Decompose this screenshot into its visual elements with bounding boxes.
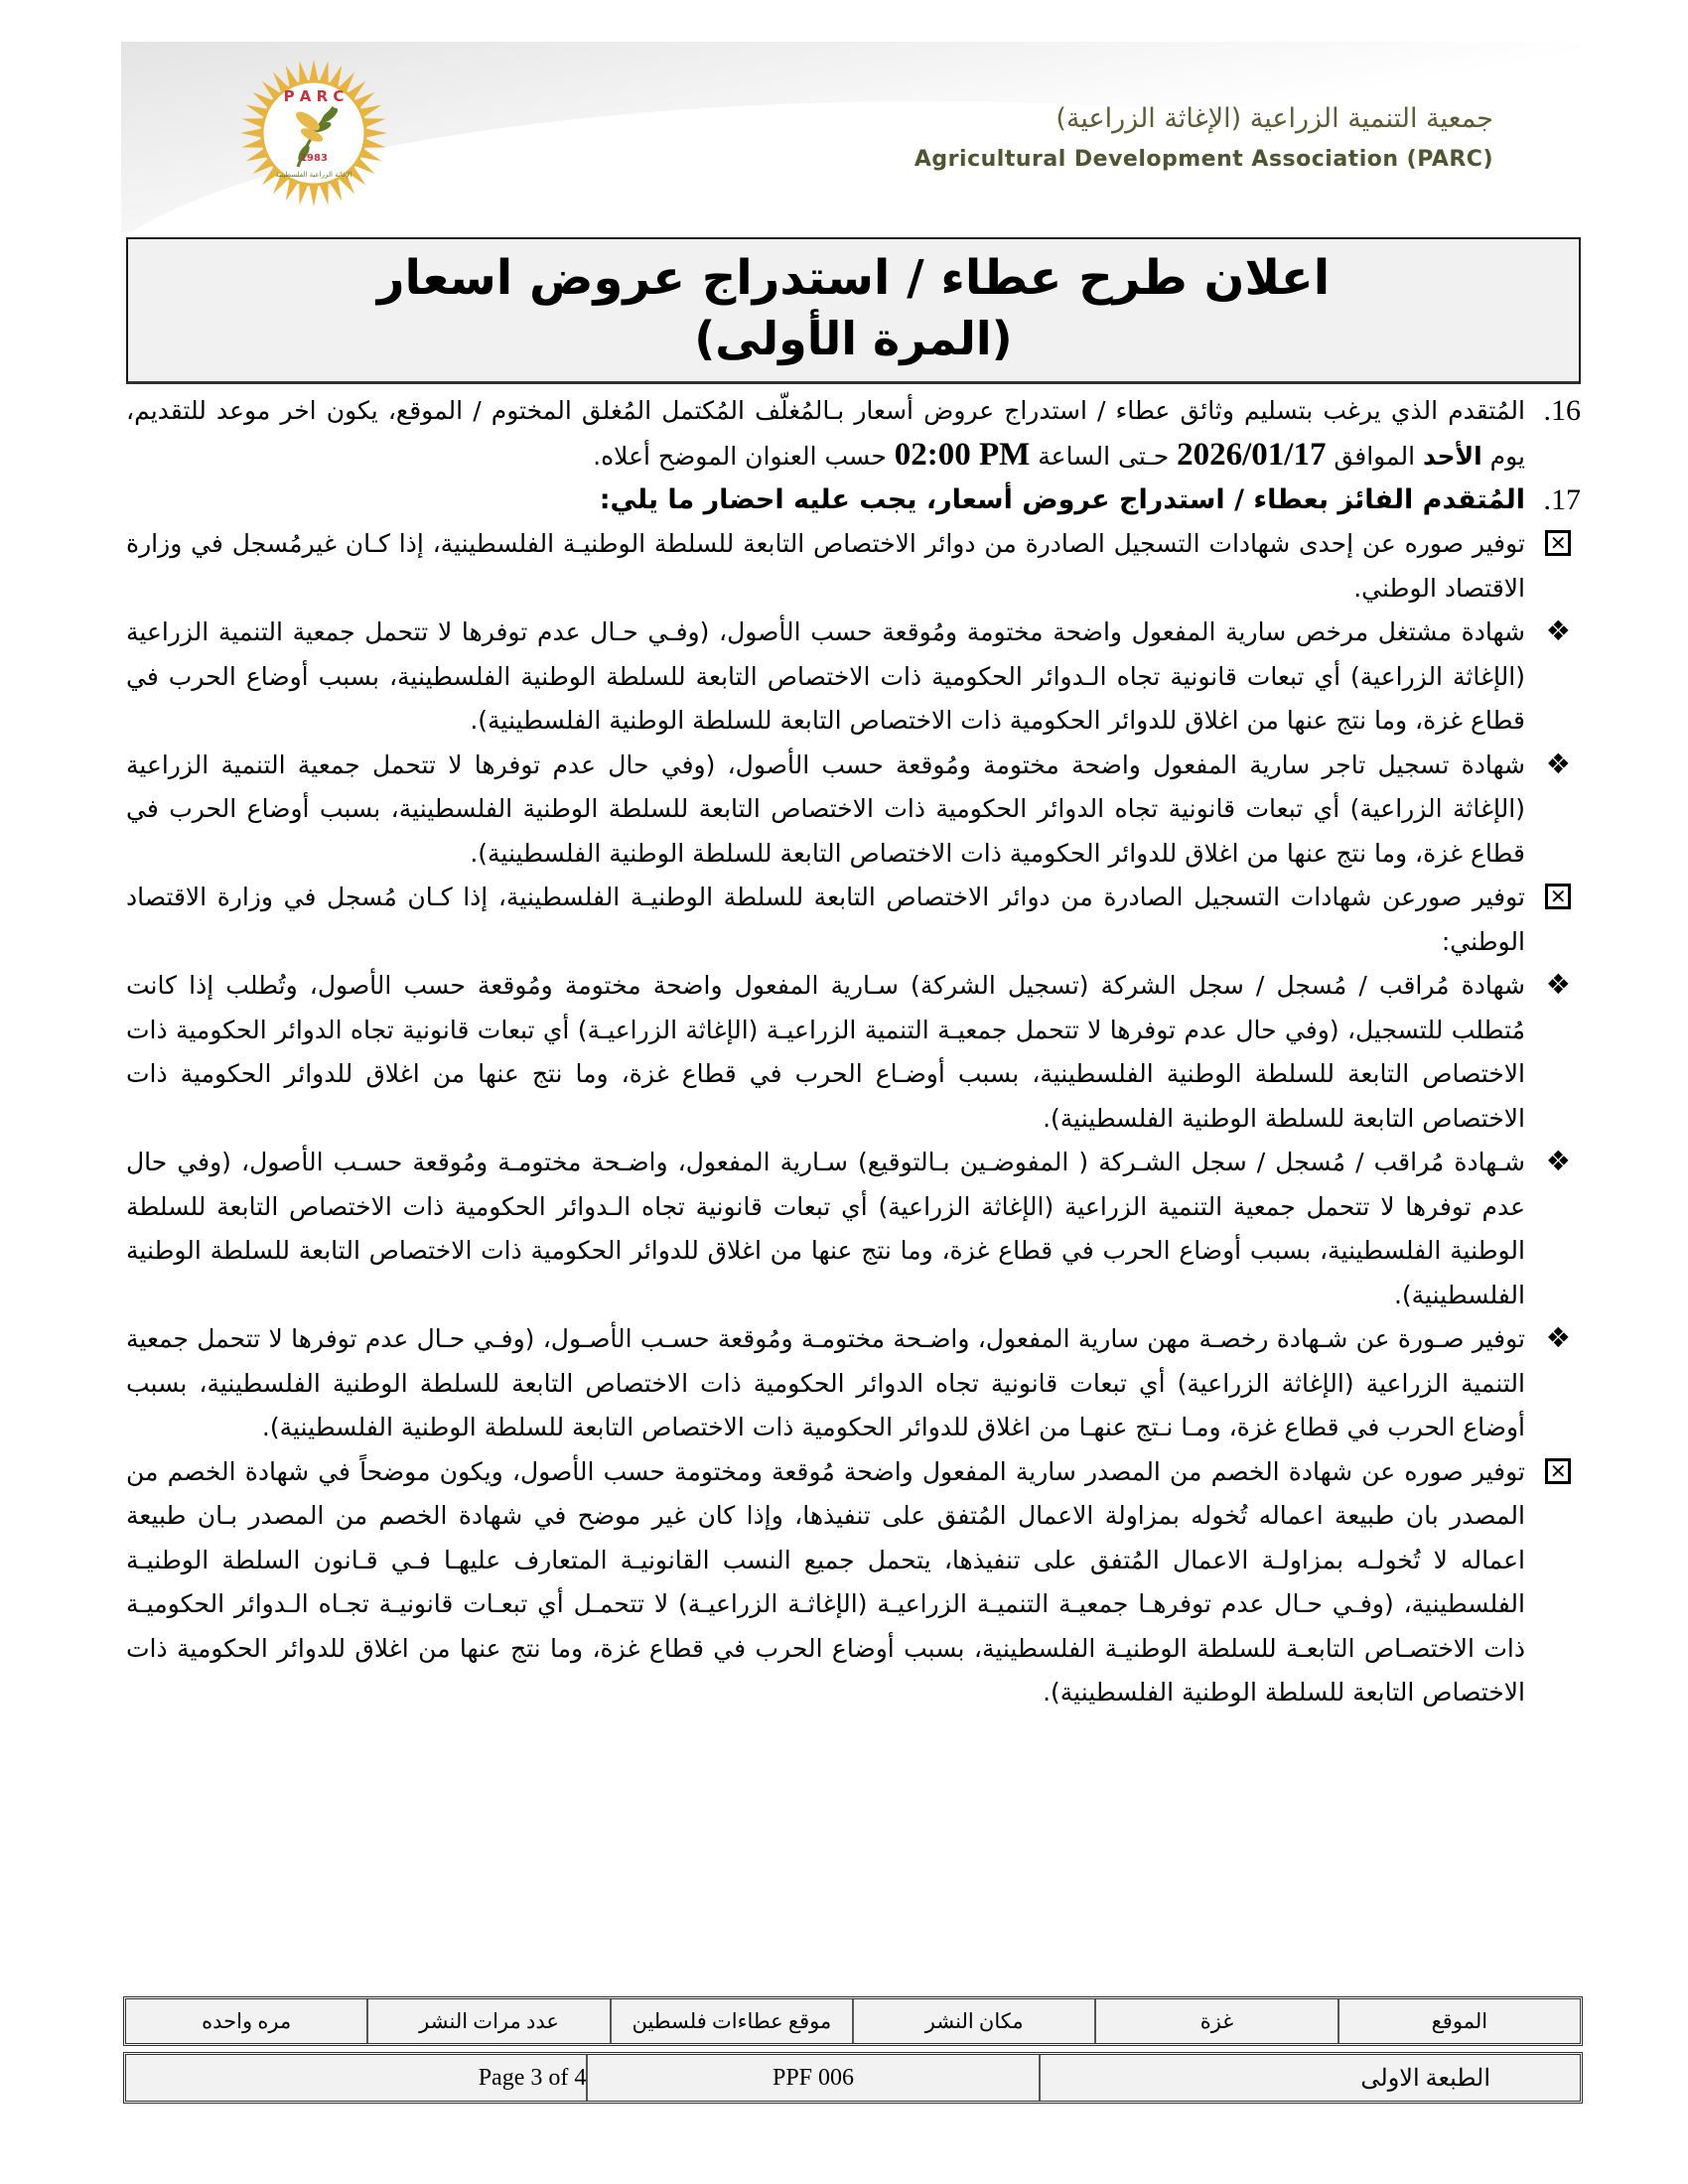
footer-cell: غزة [1094, 1999, 1336, 2043]
sun-ray [241, 139, 264, 148]
requirements-list [126, 522, 1581, 1715]
footer-cell: مكان النشر [852, 1999, 1094, 2043]
sun-ray [299, 61, 308, 83]
sun-ray [240, 128, 262, 137]
publication-info-table [123, 1996, 1583, 2046]
checkbox-x-icon: ✕ [1545, 884, 1571, 909]
sun-ray [363, 139, 386, 148]
item-number: 17. [1543, 483, 1581, 516]
footer-cell: مره واحده [202, 2008, 292, 2033]
footer-cell: الموقع [1337, 1999, 1580, 2043]
requirement-text: توفير صوره عن شهادة الخصم من المصدر سارية المفعول واضحة مُوقعة ومختومة حسب الأصول، ويكون موضحاً في شهادة الخصم من المصدر بان طبيعة اعماله تُخوله بمزاولة الاعمال المُتفق على تنفيذها، وإذا كان غير موضح في شهادة الخصم من المصدر بـان طبيعة اعماله لا تُخولـه بمزاولـة الاعمال المُتفق على تنفيذها، يتحمل جميع النسب القانونيـة المتعارف عليهـا فـي قـانون السلطة الوطنيـة الفلسطينية، (وفـي حـال عدم توفرهـا جمعيـة التنميـة الزراعيـة (الإغاثـة الزراعيـة) لا تتحمـل أي تبعـات قانونيـة تجـاه الـدوائر الحكوميـة ذات الاختصـاص التابعـة للسلطة الوطنيـة الفلسطينية، بسبب أوضاع الحرب في قطاع غزة، وما نتج عنها من اغلاق للدوائر الحكومية ذات الاختصاص التابعة للسلطة الوطنية الفلسطينية). [126, 1456, 1525, 1706]
requirement-text: توفير صورعن شهادات التسجيل الصادرة من دوائر الاختصاص التابعة للسلطة الوطنيـة الفلسطينية، إذا كـان مُسجل في وزارة الاقتصاد الوطني: [126, 883, 1525, 956]
page-info-table [123, 2052, 1583, 2104]
requirement-item [126, 876, 1581, 964]
sun-ray [320, 183, 329, 205]
announcement-title: اعلان طرح عطاء / استدراج عروض اسعار [376, 250, 1331, 306]
diamond-bullet-icon: ❖ [1545, 747, 1571, 780]
requirement-text: شهادة تسجيل تاجر سارية المفعول واضحة مختومة ومُوقعة حسب الأصول، (وفي حال عدم توفرها لا تتحمل جمعية التنمية الزراعية (الإغاثة الزراعية) أي تبعات قانونية تجاه الدوائر الحكومية ذات الاختصاص التابعة للسلطة الوطنية الفلسطينية، بسبب أوضاع الحرب في قطاع غزة، وما نتج عنها من اغلاق للدوائر الحكومية ذات الاختصاص التابعة للسلطة الوطنية الفلسطينية). [126, 750, 1525, 868]
announcement-subtitle: (المرة الأولى) [694, 312, 1013, 365]
page-number: Page 3 of 4 [478, 2064, 587, 2091]
parc-logo-icon [238, 58, 389, 208]
sun-ray [299, 183, 308, 205]
diamond-bullet-icon: ❖ [1545, 1145, 1571, 1177]
diamond-bullet-icon: ❖ [1545, 968, 1571, 1001]
requirement-item [126, 522, 1581, 611]
org-name-arabic: جمعية التنمية الزراعية (الإغاثة الزراعية) [1055, 103, 1493, 134]
sun-ray [363, 118, 386, 127]
org-name-english: Agricultural Development Association (PARC) [914, 147, 1493, 172]
logo-parc-text: P A R C [283, 87, 345, 105]
requirement-item [126, 1450, 1581, 1715]
requirement-text: توفير صـورة عن شـهادة رخصـة مهن سارية المفعول، واضـحة مختومـة ومُوقعة حسـب الأصـول، (وفـي حـال عدم توفرها لا تتحمل جمعية التنمية الزراعية (الإغاثة الزراعية) أي تبعات قانونية تجاه الدوائر الحكومية ذات الاختصاص التابعة للسلطة الوطنية الفلسطينية، بسبب أوضاع الحرب في قطاع غزة، ومـا نـتج عنهـا من اغلاق للدوائر الحكومية ذات الاختصاص التابعة للسلطة الوطنية الفلسطينية). [126, 1324, 1525, 1441]
requirement-item [126, 1317, 1581, 1450]
requirement-text: توفير صوره عن إحدى شهادات التسجيل الصادرة من دوائر الاختصاص التابعة للسلطة الوطنيـة الفلسطينية، إذا كـان غيرمُسجل في وزارة الاقتصاد الوطني. [126, 529, 1525, 603]
edition-label: الطبعة الاولى [1039, 2055, 1580, 2101]
numbered-item-17: 17. المُتقدم الفائز بعطاء / استدراج عروض أسعار، يجب عليه احضار ما يلي: [126, 478, 1581, 522]
form-code: PPF 006 [586, 2055, 1038, 2101]
document-body [126, 389, 1581, 1715]
diamond-bullet-icon: ❖ [1545, 614, 1571, 647]
deadline-date: 2026/01/17 [1177, 437, 1327, 473]
requirement-item [126, 1141, 1581, 1317]
requirement-text: شهادة مُراقب / مُسجل / سجل الشركة (تسجيل الشركة) سـارية المفعول واضحة مختومة ومُوقعة حسب الأصول، وتُطلب إذا كانت مُتطلب للتسجيل، (وفي حال عدم توفرها لا تتحمل جمعيـة التنمية الزراعيـة (الإغاثة الزراعيـة) أي تبعات قانونية تجاه الدوائر الحكومية ذات الاختصاص التابعة للسلطة الوطنية الفلسطينية، بسبب أوضـاع الحرب في قطاع غزة، وما نتج عنها من اغلاق للدوائر الحكومية ذات الاختصاص التابعة للسلطة الوطنية الفلسطينية). [126, 971, 1525, 1133]
announcement-title-box [126, 237, 1581, 384]
checkbox-x-icon: ✕ [1545, 530, 1571, 556]
sun-ray [365, 128, 387, 137]
logo-ring-text: الإغاثة الزراعية الفلسطينية [275, 171, 352, 179]
footer-cell: موقع عطاءات فلسطين [610, 1999, 852, 2043]
sun-ray [309, 185, 318, 206]
checkbox-x-icon: ✕ [1545, 1458, 1571, 1484]
sun-ray [320, 61, 329, 83]
letterhead [121, 42, 1581, 232]
requirement-item [126, 744, 1581, 877]
requirement-text: شـهادة مُراقب / مُسجل / سجل الشـركة ( المفوضـين بـالتوقيع) سـارية المفعول، واضـحة مختومـة ومُوقعة حسـب الأصول، (وفي حال عدم توفرها لا تتحمل جمعية التنمية الزراعية (الإغاثة الزراعية) أي تبعات قانونية تجاه الـدوائر الحكومية ذات الاختصاص التابعة للسلطة الوطنية الفلسطينية، بسبب أوضاع الحرب في قطاع غزة، وما نتج عنها من اغلاق للدوائر الحكومية ذات الاختصاص التابعة للسلطة الوطنية الفلسطينية). [126, 1148, 1525, 1309]
requirement-text: شهادة مشتغل مرخص سارية المفعول واضحة مختومة ومُوقعة حسب الأصول، (وفـي حـال عدم توفرها لا تتحمل جمعية التنمية الزراعية (الإغاثة الزراعية) أي تبعات قانونية تجاه الـدوائر الحكومية ذات الاختصاص التابعة للسلطة الوطنية الفلسطينية، بسبب أوضاع الحرب في قطاع غزة، وما نتج عنها من اغلاق للدوائر الحكومية ذات الاختصاص التابعة للسلطة الوطنية الفلسطينية). [126, 617, 1525, 735]
footer-cell: عدد مرات النشر [366, 1999, 609, 2043]
requirement-item [126, 964, 1581, 1141]
sun-ray [309, 60, 318, 81]
numbered-item-16: 16. المُتقدم الذي يرغب بتسليم وثائق عطاء / استدراج عروض أسعار بـالمُغلّف المُكتمل المُغلق المختوم / الموقع، يكون اخر موعد للتقديم، يوم الأحد الموافق 2026/01/17 حـتى الساعة 02:00 PM حسب العنوان الموضح أعلاه. [126, 389, 1581, 478]
requirement-item [126, 611, 1581, 744]
deadline-time: 02:00 PM [894, 437, 1031, 473]
logo-year: 1983 [300, 153, 328, 164]
item-number: 16. [1543, 394, 1581, 427]
deadline-day: الأحد [1423, 442, 1482, 471]
sun-ray [241, 118, 264, 127]
diamond-bullet-icon: ❖ [1545, 1321, 1571, 1354]
